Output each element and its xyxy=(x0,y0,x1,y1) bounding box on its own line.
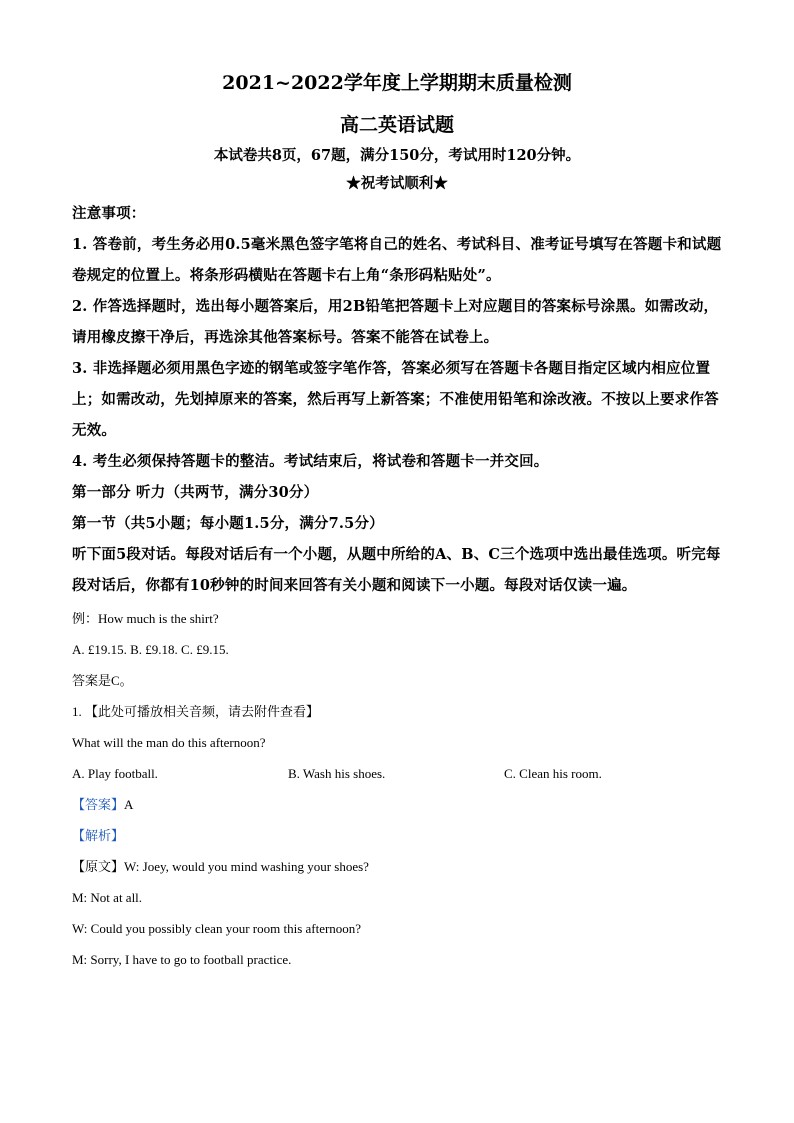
option-b: B. Wash his shoes. xyxy=(288,766,386,781)
part1-heading: 第一部分 听力（共两节，满分30分） xyxy=(72,484,319,501)
note-item-4: 4. 考生必须保持答题卡的整洁。考试结束后，将试卷和答题卡一并交回。 xyxy=(72,453,549,470)
transcript-line-3: W: Could you possibly clean your room this afternoon? xyxy=(72,921,362,936)
question-number: 1. xyxy=(72,704,82,719)
analysis-line xyxy=(72,820,722,851)
example-options: A. £19.15. B. £9.18. C. £9.15. xyxy=(72,642,229,657)
example-question: 例：How much is the shirt? xyxy=(72,611,219,626)
audio-note[interactable]: 【此处可播放相关音频，请去附件查看】 xyxy=(85,704,320,719)
note-item-1: 1. 答卷前，考生务必用0.5毫米黑色签字笔将自己的姓名、考试科目、准考证号填写在答题卡和试题卷规定的位置上。将条形码横贴在答题卡右上角“条形码粘贴处”。 xyxy=(72,236,722,284)
transcript-line-4: M: Sorry, I have to go to football practice. xyxy=(72,952,292,967)
analysis-label: 【解析】 xyxy=(72,828,125,843)
option-c: C. Clean his room. xyxy=(504,766,602,781)
note-item-2: 2. 作答选择题时，选出每小题答案后，用2B铅笔把答题卡上对应题目的答案标号涂黑。如需改动，请用橡皮擦干净后，再选涂其他答案标号。答案不能答在试卷上。 xyxy=(72,298,719,346)
question-1-header xyxy=(72,696,722,727)
note-item-3: 3. 非选择题必须用黑色字迹的钢笔或签字笔作答，答案必须写在答题卡各题目指定区域内相应位置上；如需改动，先划掉原来的答案，然后再写上新答案；不准使用铅笔和涂改液。不按以上要求作答无效。 xyxy=(72,360,719,439)
section1-heading: 第一节（共5小题；每小题1.5分，满分7.5分） xyxy=(72,515,384,532)
original-label: 【原文】 xyxy=(72,859,125,874)
transcript-text: W: Joey, would you mind washing your shoes? xyxy=(124,859,369,874)
option-a: A. Play football. xyxy=(72,766,158,781)
exam-subtitle: 高二英语试题 xyxy=(339,114,454,136)
transcript-line-1 xyxy=(72,851,722,882)
exam-page xyxy=(72,66,722,975)
question-1-text: What will the man do this afternoon? xyxy=(72,735,266,750)
answer-label: 【答案】 xyxy=(72,797,125,812)
example-answer: 答案是C。 xyxy=(72,673,133,688)
exam-title: 2021~2022学年度上学期期末质量检测 xyxy=(222,72,572,94)
answer-value: A xyxy=(124,797,134,812)
exam-wish: ★祝考试顺利★ xyxy=(346,175,448,192)
notes-heading: 注意事项： xyxy=(72,205,146,222)
question-1-options xyxy=(72,758,722,789)
exam-info: 本试卷共8页，67题，满分150分，考试用时120分钟。 xyxy=(213,147,581,164)
transcript-line-2: M: Not at all. xyxy=(72,890,143,905)
listening-instructions: 听下面5段对话。每段对话后有一个小题，从题中所给的A、B、C三个选项中选出最佳选项。听完每段对话后，你都有10秒钟的时间来回答有关小题和阅读下一小题。每段对话仅读一遍。 xyxy=(72,546,721,594)
answer-line xyxy=(72,789,722,820)
